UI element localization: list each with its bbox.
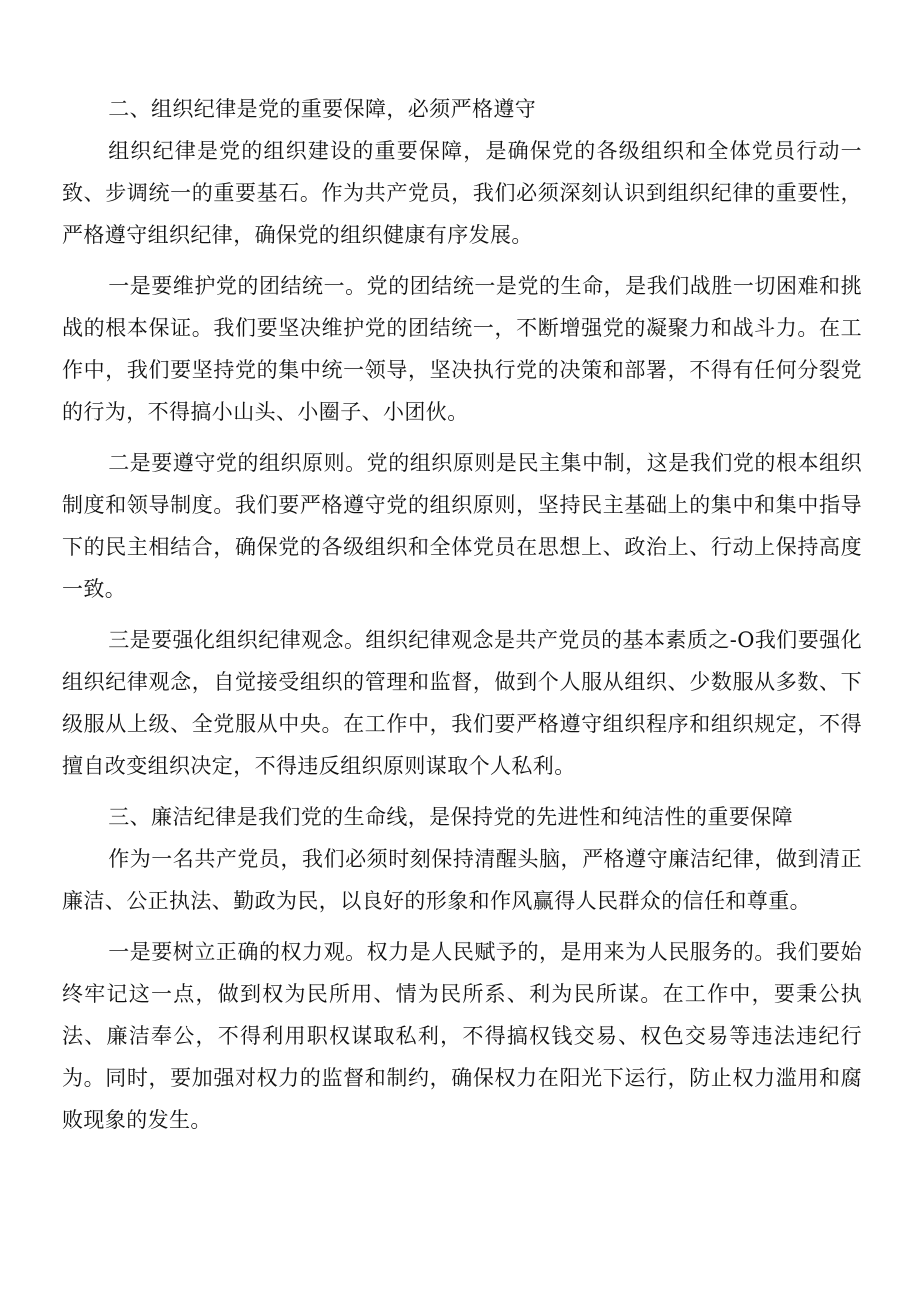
section-heading-integrity-discipline: 三、廉洁纪律是我们党的生命线，是保持党的先进性和纯洁性的重要保障 — [108, 805, 793, 829]
paragraph-integrity-intro: 作为一名共产党员，我们必须时刻保持清醒头脑，严格遵守廉洁纪律，做到清正廉洁、公正执法、勤政为民，以良好的形象和作风赢得人民群众的信任和尊重。 — [62, 847, 862, 913]
paragraph-organizational-intro: 组织纪律是党的组织建设的重要保障，是确保党的各级组织和全体党员行动一致、步调统一的重要基石。作为共产党员，我们必须深刻认识到组织纪律的重要性，严格遵守组织纪律，确保党的组织健康有序发展。 — [62, 139, 862, 247]
paragraph-discipline-awareness: 三是要强化组织纪律观念。组织纪律观念是共产党员的基本素质之-O我们要强化组织纪律观念，自觉接受组织的管理和监督，做到个人服从组织、少数服从多数、下级服从上级、全党服从中央。在工作中，我们要严格遵守组织程序和组织规定，不得擅自改变组织决定，不得违反组织原则谋取个人私利。 — [62, 628, 862, 778]
document-body — [62, 88, 862, 1150]
paragraph-maintain-unity: 一是要维护党的团结统一。党的团结统一是党的生命，是我们战胜一切困难和挑战的根本保证。我们要坚决维护党的团结统一，不断增强党的凝聚力和战斗力。在工作中，我们要坚持党的集中统一领导，坚决执行党的决策和部署，不得有任何分裂党的行为，不得搞小山头、小圈子、小团伙。 — [62, 274, 862, 424]
section-heading-organizational-discipline: 二、组织纪律是党的重要保障，必须严格遵守 — [108, 97, 537, 121]
paragraph-organizational-principles: 二是要遵守党的组织原则。党的组织原则是民主集中制，这是我们党的根本组织制度和领导制度。我们要严格遵守党的组织原则，坚持民主基础上的集中和集中指导下的民主相结合，确保党的各级组织和全体党员在思想上、政治上、行动上保持高度一致。 — [62, 451, 862, 601]
paragraph-view-of-power: 一是要树立正确的权力观。权力是人民赋予的，是用来为人民服务的。我们要始终牢记这一点，做到权为民所用、情为民所系、利为民所谋。在工作中，要秉公执法、廉洁奉公，不得利用职权谋取私利，不得搞权钱交易、权色交易等违法违纪行为。同时，要加强对权力的监督和制约，确保权力在阳光下运行，防止权力滥用和腐败现象的发生。 — [62, 940, 862, 1132]
